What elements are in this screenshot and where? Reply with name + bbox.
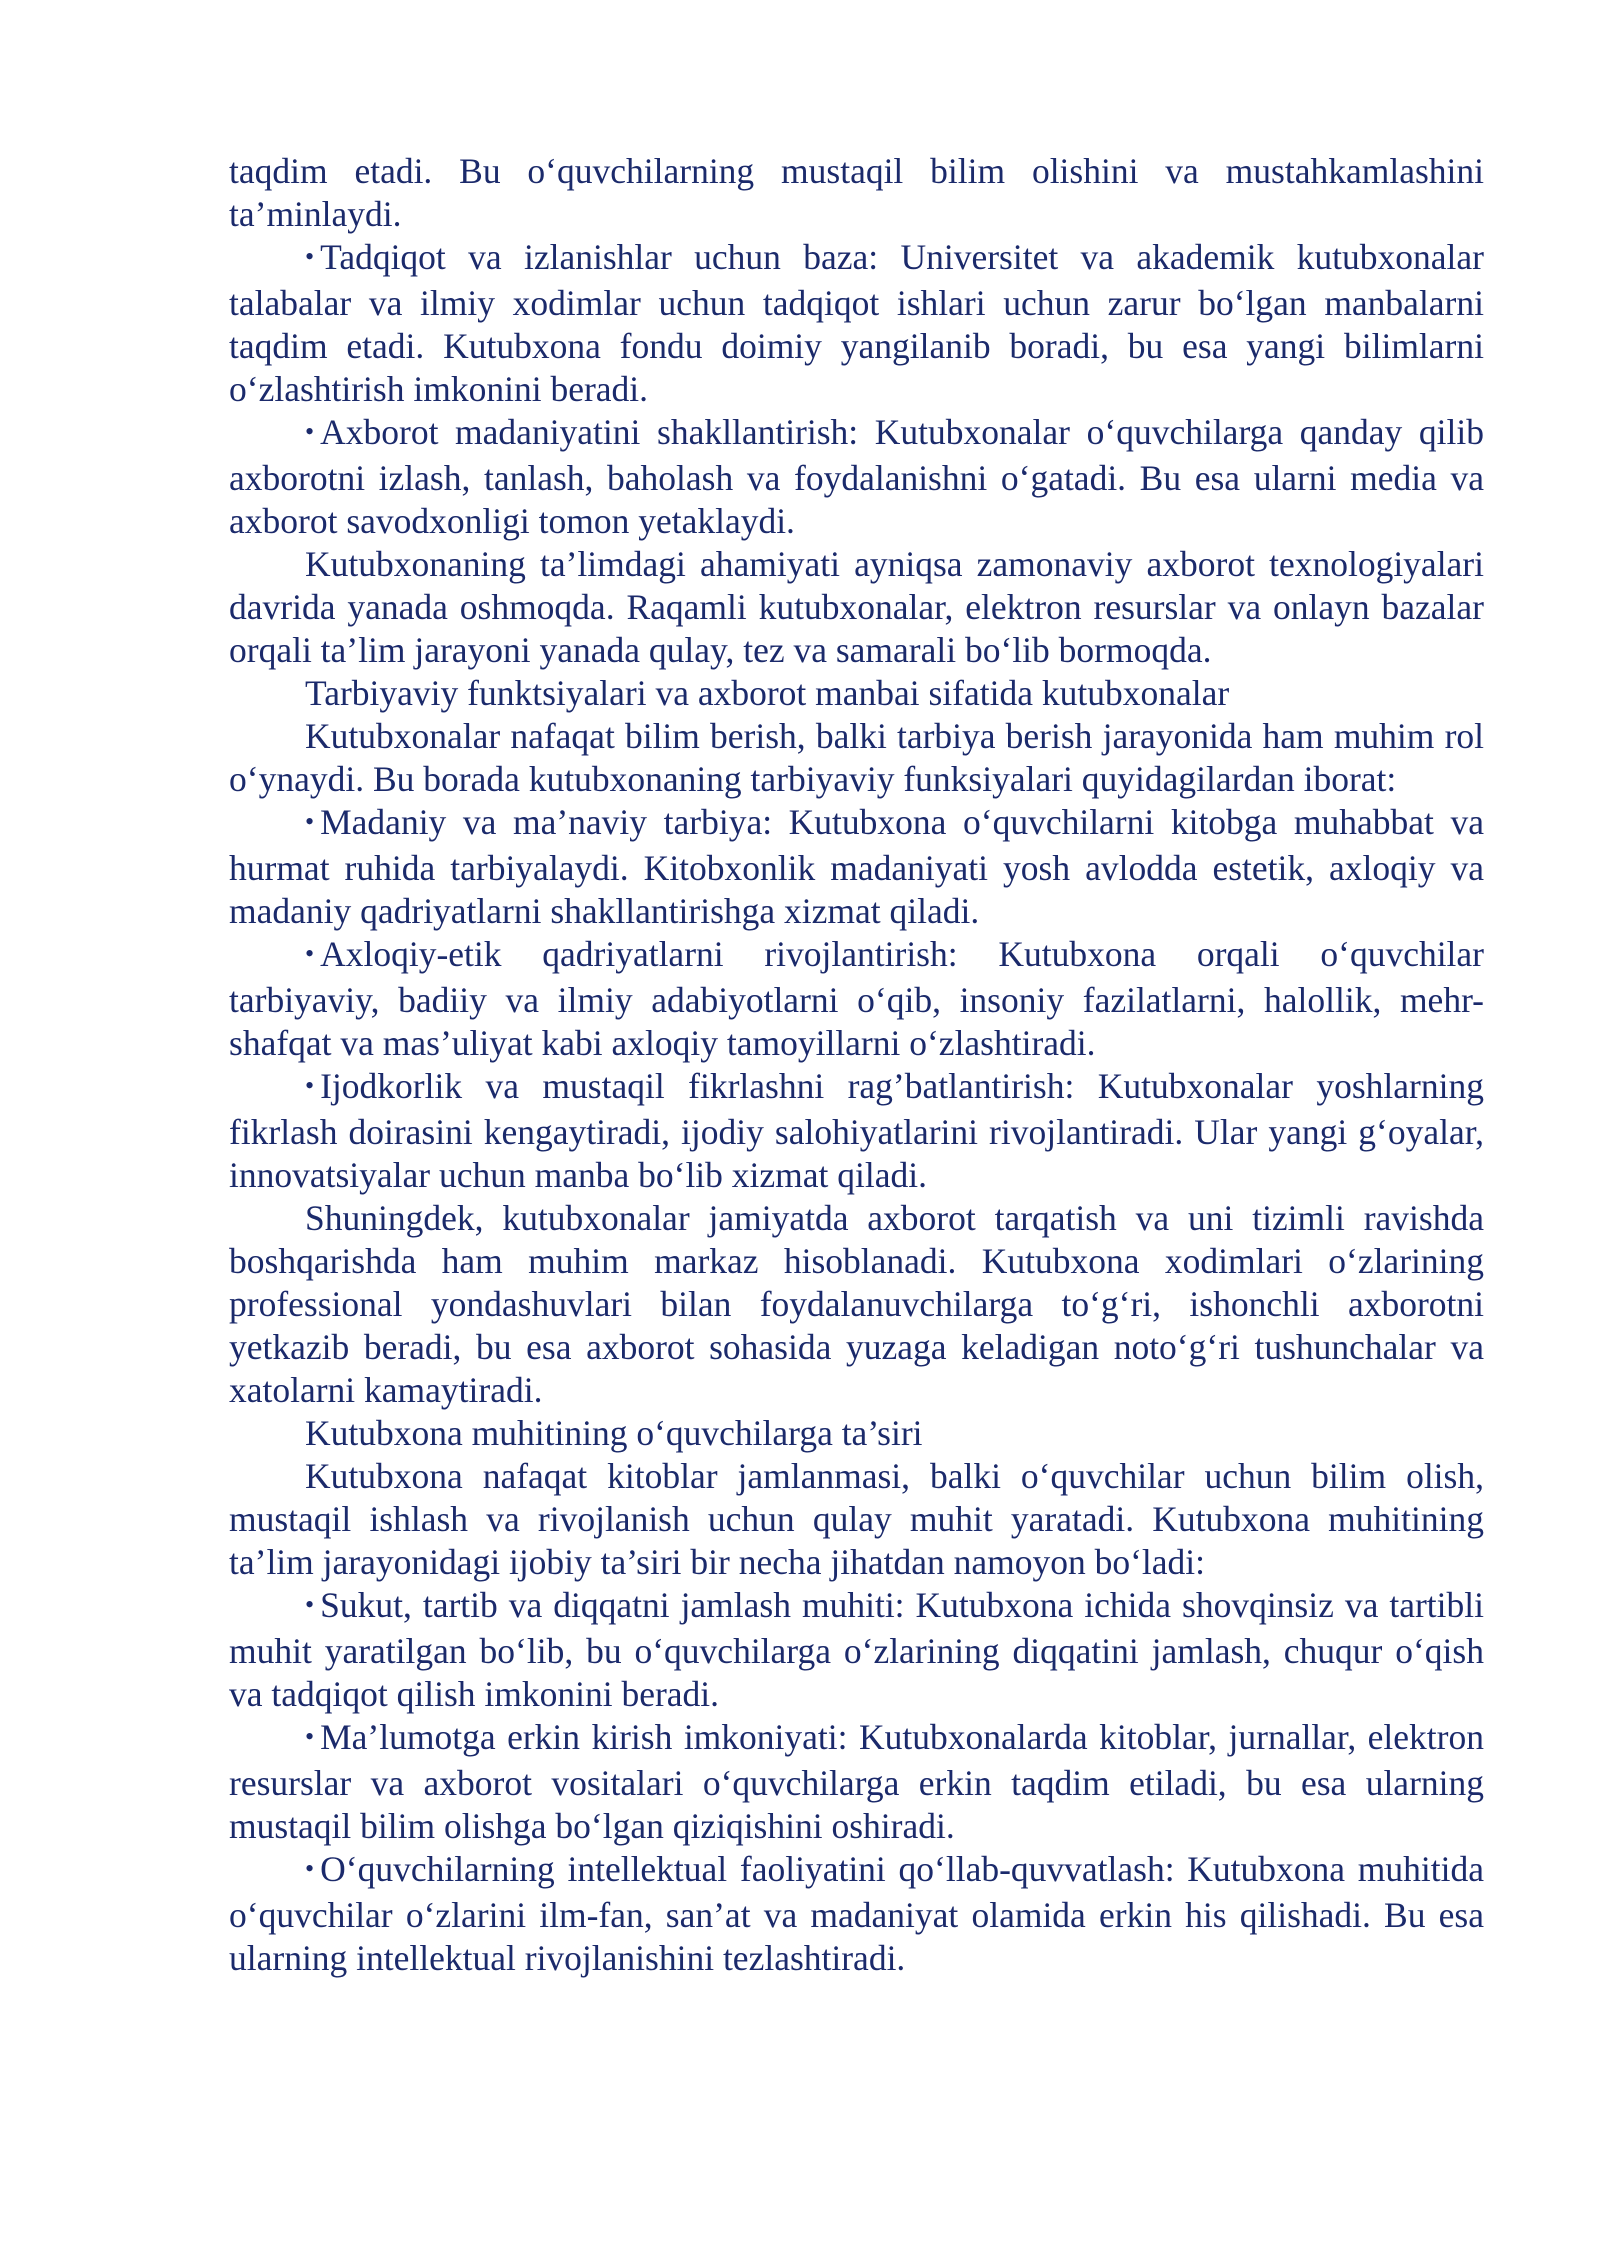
paragraph-text: Tadqiqot va izlanishlar uchun baza: Universitet va akademik kutubxonalar talabalar va ilmiy xodimlar uchun tadqiqot ishlari uchun zarur bo‘lgan manbalarni taqdim etadi. Kutubxona fondu doimiy yangilanib boradi, bu esa yangi bilimlarni o‘zlashtirish imkonini beradi. — [229, 237, 1484, 409]
heading-text: Tarbiyaviy funktsiyalari va axborot manbai sifatida kutubxonalar — [305, 673, 1230, 713]
bullet-item-intellectual-support — [229, 1848, 1484, 1980]
paragraph-library-importance — [229, 543, 1484, 672]
bullet-item-research-base — [229, 236, 1484, 411]
paragraph-text: O‘quvchilarning intellektual faoliyatini qo‘llab-quvvatlash: Kutubxona muhitida o‘quvchilar o‘zlarini ilm-fan, san’at va madaniyat olamida erkin his qilishadi. Bu esa ularning intellektual rivojlanishini tezlashtiradi. — [229, 1849, 1484, 1978]
bullet-icon: • — [305, 1590, 315, 1619]
paragraph-text: Axborot madaniyatini shakllantirish: Kutubxonalar o‘quvchilarga qanday qilib axborotni izlash, tanlash, baholash va foydalanishni o‘gatadi. Bu esa ularni media va axborot savodxonligi tomon yetaklaydi. — [229, 412, 1484, 541]
bullet-item-cultural-education — [229, 801, 1484, 933]
bullet-item-ethical-values — [229, 933, 1484, 1065]
bullet-icon: • — [305, 417, 315, 446]
heading-text: Kutubxona muhitining o‘quvchilarga ta’siri — [305, 1413, 923, 1453]
paragraph-continuation — [229, 150, 1484, 236]
paragraph-library-environment — [229, 1455, 1484, 1584]
bullet-icon: • — [305, 807, 315, 836]
paragraph-text: Ma’lumotga erkin kirish imkoniyati: Kutubxonalarda kitoblar, jurnallar, elektron resurslar va axborot vositalari o‘quvchilarga erkin taqdim etiladi, bu esa ularning mustaqil bilim olishga bo‘lgan qiziqishini oshiradi. — [229, 1717, 1484, 1846]
bullet-icon: • — [305, 939, 315, 968]
bullet-item-quiet-environment — [229, 1584, 1484, 1716]
paragraph-text: Axloqiy-etik qadriyatlarni rivojlantirish: Kutubxona orqali o‘quvchilar tarbiyaviy, badiiy va ilmiy adabiyotlarni o‘qib, insoniy fazilatlarni, halollik, mehr-shafqat va mas’uliyat kabi axloqiy tamoyillarni o‘zlashtiradi. — [229, 934, 1484, 1063]
paragraph-text: Kutubxona nafaqat kitoblar jamlanmasi, balki o‘quvchilar uchun bilim olish, mustaqil ishlash va rivojlanish uchun qulay muhit yaratadi. Kutubxona muhitining ta’lim jarayonidagi ijobiy ta’siri bir necha jihatdan namoyon bo‘ladi: — [229, 1456, 1484, 1582]
paragraph-text: Shuningdek, kutubxonalar jamiyatda axborot tarqatish va uni tizimli ravishda boshqarishda ham muhim markaz hisoblanadi. Kutubxona xodimlari o‘zlarining professional yondashuvlari bilan foydalanuvchilarga to‘g‘ri, ishonchli axborotni yetkazib beradi, bu esa axborot sohasida yuzaga keladigan noto‘g‘ri tushunchalar va xatolarni kamaytiradi. — [229, 1198, 1484, 1410]
bullet-item-information-culture — [229, 411, 1484, 543]
paragraph-information-center — [229, 1197, 1484, 1412]
bullet-icon: • — [305, 1722, 315, 1751]
bullet-icon: • — [305, 1854, 315, 1883]
section-heading-educational-functions — [229, 672, 1484, 715]
paragraph-text: Madaniy va ma’naviy tarbiya: Kutubxona o‘quvchilarni kitobga muhabbat va hurmat ruhida tarbiyalaydi. Kitobxonlik madaniyati yosh avlodda estetik, axloqiy va madaniy qadriyatlarni shakllantirishga xizmat qiladi. — [229, 802, 1484, 931]
bullet-icon: • — [305, 1071, 315, 1100]
bullet-item-free-access — [229, 1716, 1484, 1848]
bullet-icon: • — [305, 242, 315, 271]
document-body — [229, 150, 1484, 1980]
bullet-item-creativity — [229, 1065, 1484, 1197]
paragraph-text: Kutubxonaning ta’limdagi ahamiyati ayniqsa zamonaviy axborot texnologiyalari davrida yanada oshmoqda. Raqamli kutubxonalar, elektron resurslar va onlayn bazalar orqali ta’lim jarayoni yanada qulay, tez va samarali bo‘lib bormoqda. — [229, 544, 1484, 670]
paragraph-text: taqdim etadi. Bu o‘quvchilarning mustaqil bilim olishini va mustahkamlashini ta’minlaydi. — [229, 151, 1484, 234]
paragraph-text: Ijodkorlik va mustaqil fikrlashni rag’batlantirish: Kutubxonalar yoshlarning fikrlash doirasini kengaytiradi, ijodiy salohiyatlarini rivojlantiradi. Ular yangi g‘oyalar, innovatsiyalar uchun manba bo‘lib xizmat qiladi. — [229, 1066, 1484, 1195]
paragraph-educational-role — [229, 715, 1484, 801]
paragraph-text: Sukut, tartib va diqqatni jamlash muhiti: Kutubxona ichida shovqinsiz va tartibli muhit yaratilgan bo‘lib, bu o‘quvchilarga o‘zlarining diqqatini jamlash, chuqur o‘qish va tadqiqot qilish imkonini beradi. — [229, 1585, 1484, 1714]
section-heading-library-environment — [229, 1412, 1484, 1455]
paragraph-text: Kutubxonalar nafaqat bilim berish, balki tarbiya berish jarayonida ham muhim rol o‘ynaydi. Bu borada kutubxonaning tarbiyaviy funksiyalari quyidagilardan iborat: — [229, 716, 1484, 799]
